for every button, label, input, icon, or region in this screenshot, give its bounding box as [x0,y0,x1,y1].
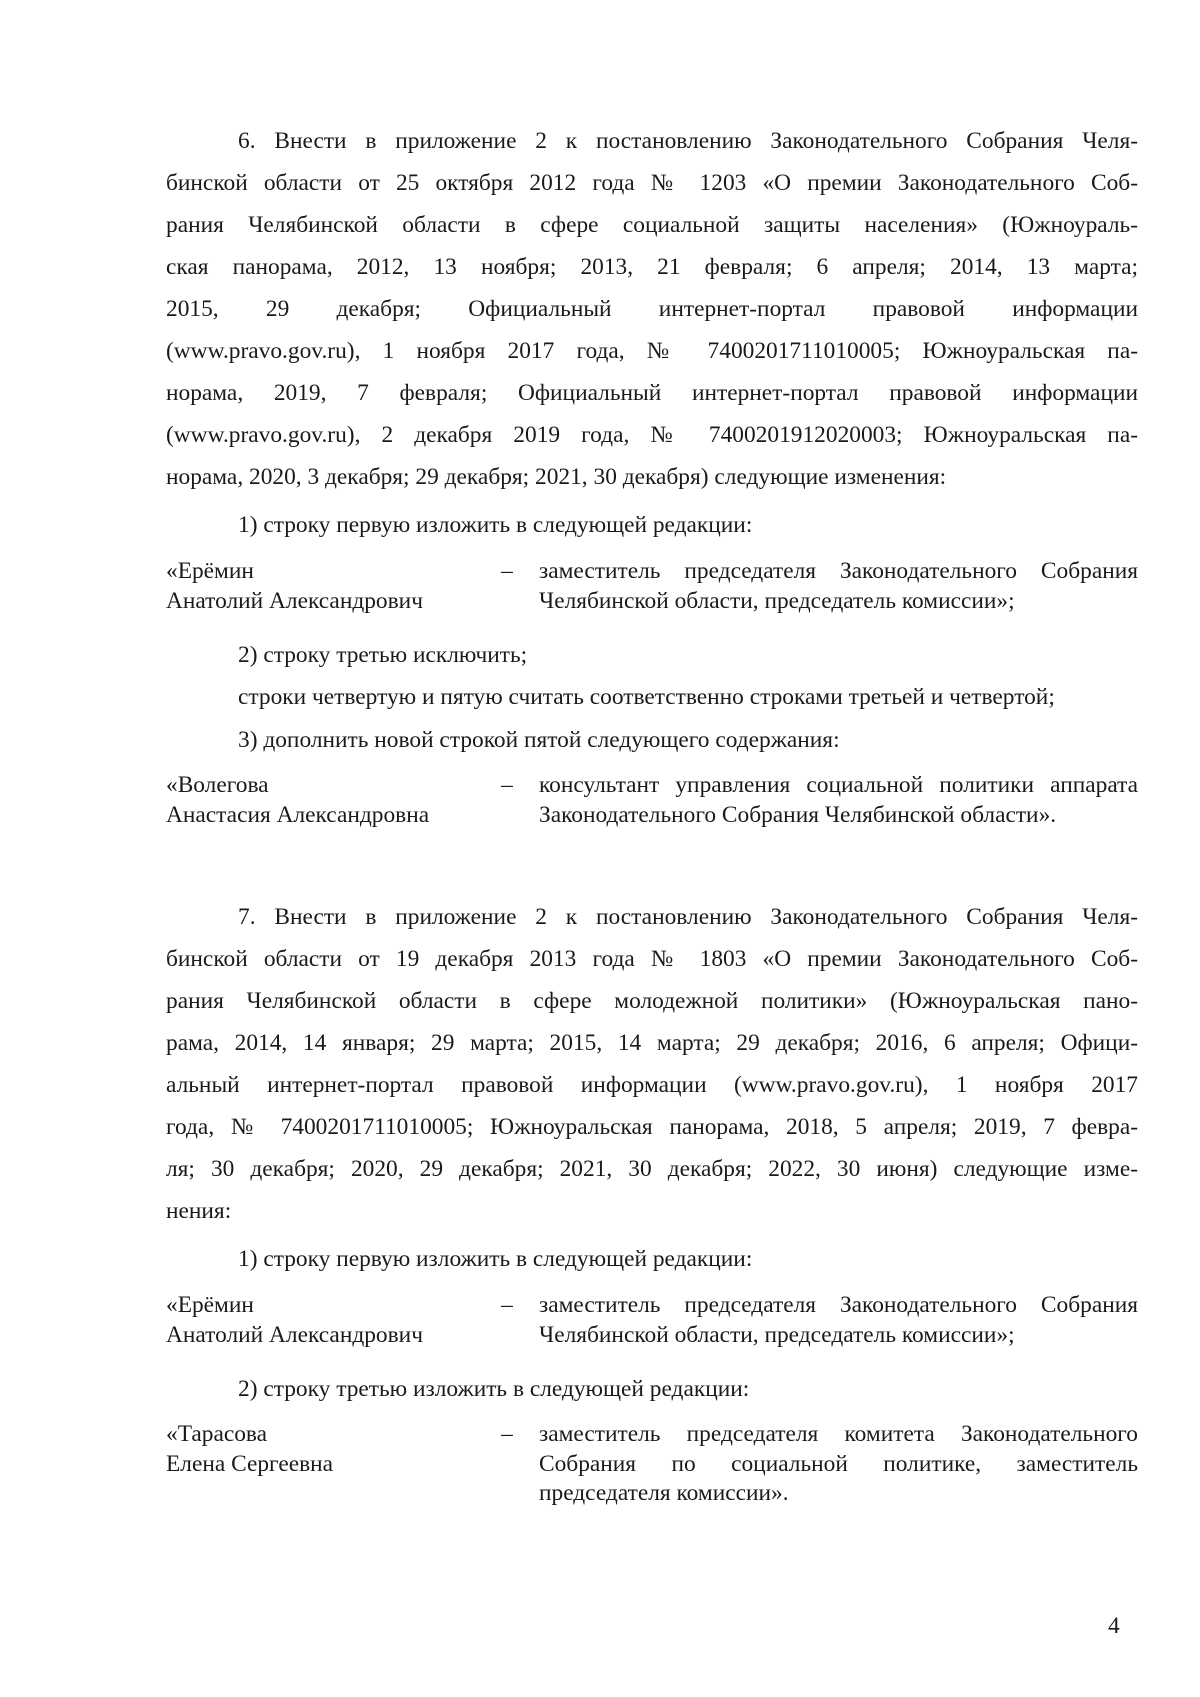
page-number: 4 [1108,1613,1120,1639]
section-7-line-4: рама, 2014, 14 января; 29 марта; 2015, 14 марта; 29 декабря; 2016, 6 апреля; Офици- [166,1030,1138,1056]
section-7-line-7: ля; 30 декабря; 2020, 29 декабря; 2021, 30 декабря; 2022, 30 июня) следующие изме- [166,1156,1138,1182]
section-7-entry-2 [166,1420,1138,1512]
entry-person-name: «Ерёмин Анатолий Александрович [166,558,423,614]
section-7-line-8: нения: [166,1198,232,1224]
entry-position: заместитель председателя Законодательного Собрания Челябинской области, председатель комиссии»; [539,558,1138,614]
section-7-item-2: 2) строку третью изложить в следующей редакции: [238,1376,750,1402]
section-6-line-5: 2015, 29 декабря; Официальный интернет-портал правовой информации [166,296,1138,322]
section-6-line-1: 6. Внести в приложение 2 к постановлению Законодательного Собрания Челя- [238,128,1138,154]
entry-dash: – [501,1292,513,1318]
entry-dash: – [501,1421,513,1447]
entry-person-name: «Волегова Анастасия Александровна [166,772,430,828]
section-7-line-1: 7. Внести в приложение 2 к постановлению Законодательного Собрания Челя- [238,904,1138,930]
section-6-line-3: рания Челябинской области в сфере социальной защиты населения» (Южноураль- [166,212,1138,238]
section-7-line-3: рания Челябинской области в сфере молодежной политики» (Южноуральская пано- [166,988,1138,1014]
entry-person-name: «Ерёмин Анатолий Александрович [166,1292,423,1348]
section-6-line-2: бинской области от 25 октября 2012 года № 1203 «О премии Законодательного Соб- [166,170,1138,196]
section-7-entry-1 [166,1291,1138,1355]
section-6-item-3: 3) дополнить новой строкой пятой следующего содержания: [238,727,840,753]
entry-position: заместитель председателя комитета Законодательного Собрания по социальной политике, заместитель председателя комиссии». [539,1421,1138,1506]
section-6-line-6: (www.pravo.gov.ru), 1 ноября 2017 года, № 7400201711010005; Южноуральская па- [166,338,1138,364]
section-7-line-6: года, № 7400201711010005; Южноуральская панорама, 2018, 5 апреля; 2019, 7 февра- [166,1114,1138,1140]
entry-dash: – [501,772,513,798]
section-6-entry-1 [166,557,1138,621]
section-6-line-7: норама, 2019, 7 февраля; Официальный интернет-портал правовой информации [166,380,1138,406]
section-6-item-1: 1) строку первую изложить в следующей редакции: [238,512,753,538]
section-7-item-1: 1) строку первую изложить в следующей редакции: [238,1246,753,1272]
section-6-item-2: 2) строку третью исключить; [238,642,528,668]
entry-position: заместитель председателя Законодательного Собрания Челябинской области, председатель комиссии»; [539,1292,1138,1348]
section-7-line-2: бинской области от 19 декабря 2013 года № 1803 «О премии Законодательного Соб- [166,946,1138,972]
section-6-line-4: ская панорама, 2012, 13 ноября; 2013, 21 февраля; 6 апреля; 2014, 13 марта; [166,254,1138,280]
entry-dash: – [501,558,513,584]
section-6-entry-2 [166,771,1138,863]
section-6-line-8: (www.pravo.gov.ru), 2 декабря 2019 года, № 7400201912020003; Южноуральская па- [166,422,1138,448]
section-7-line-5: альный интернет-портал правовой информации (www.pravo.gov.ru), 1 ноября 2017 [166,1072,1138,1098]
entry-position: консультант управления социальной политики аппарата Законодательного Собрания Челябинской области». [539,772,1138,828]
section-6-line-9: норама, 2020, 3 декабря; 29 декабря; 2021, 30 декабря) следующие изменения: [166,464,947,490]
entry-person-name: «Тарасова Елена Сергеевна [166,1421,334,1477]
section-6-item-2b: строки четвертую и пятую считать соответственно строками третьей и четвертой; [238,684,1055,710]
